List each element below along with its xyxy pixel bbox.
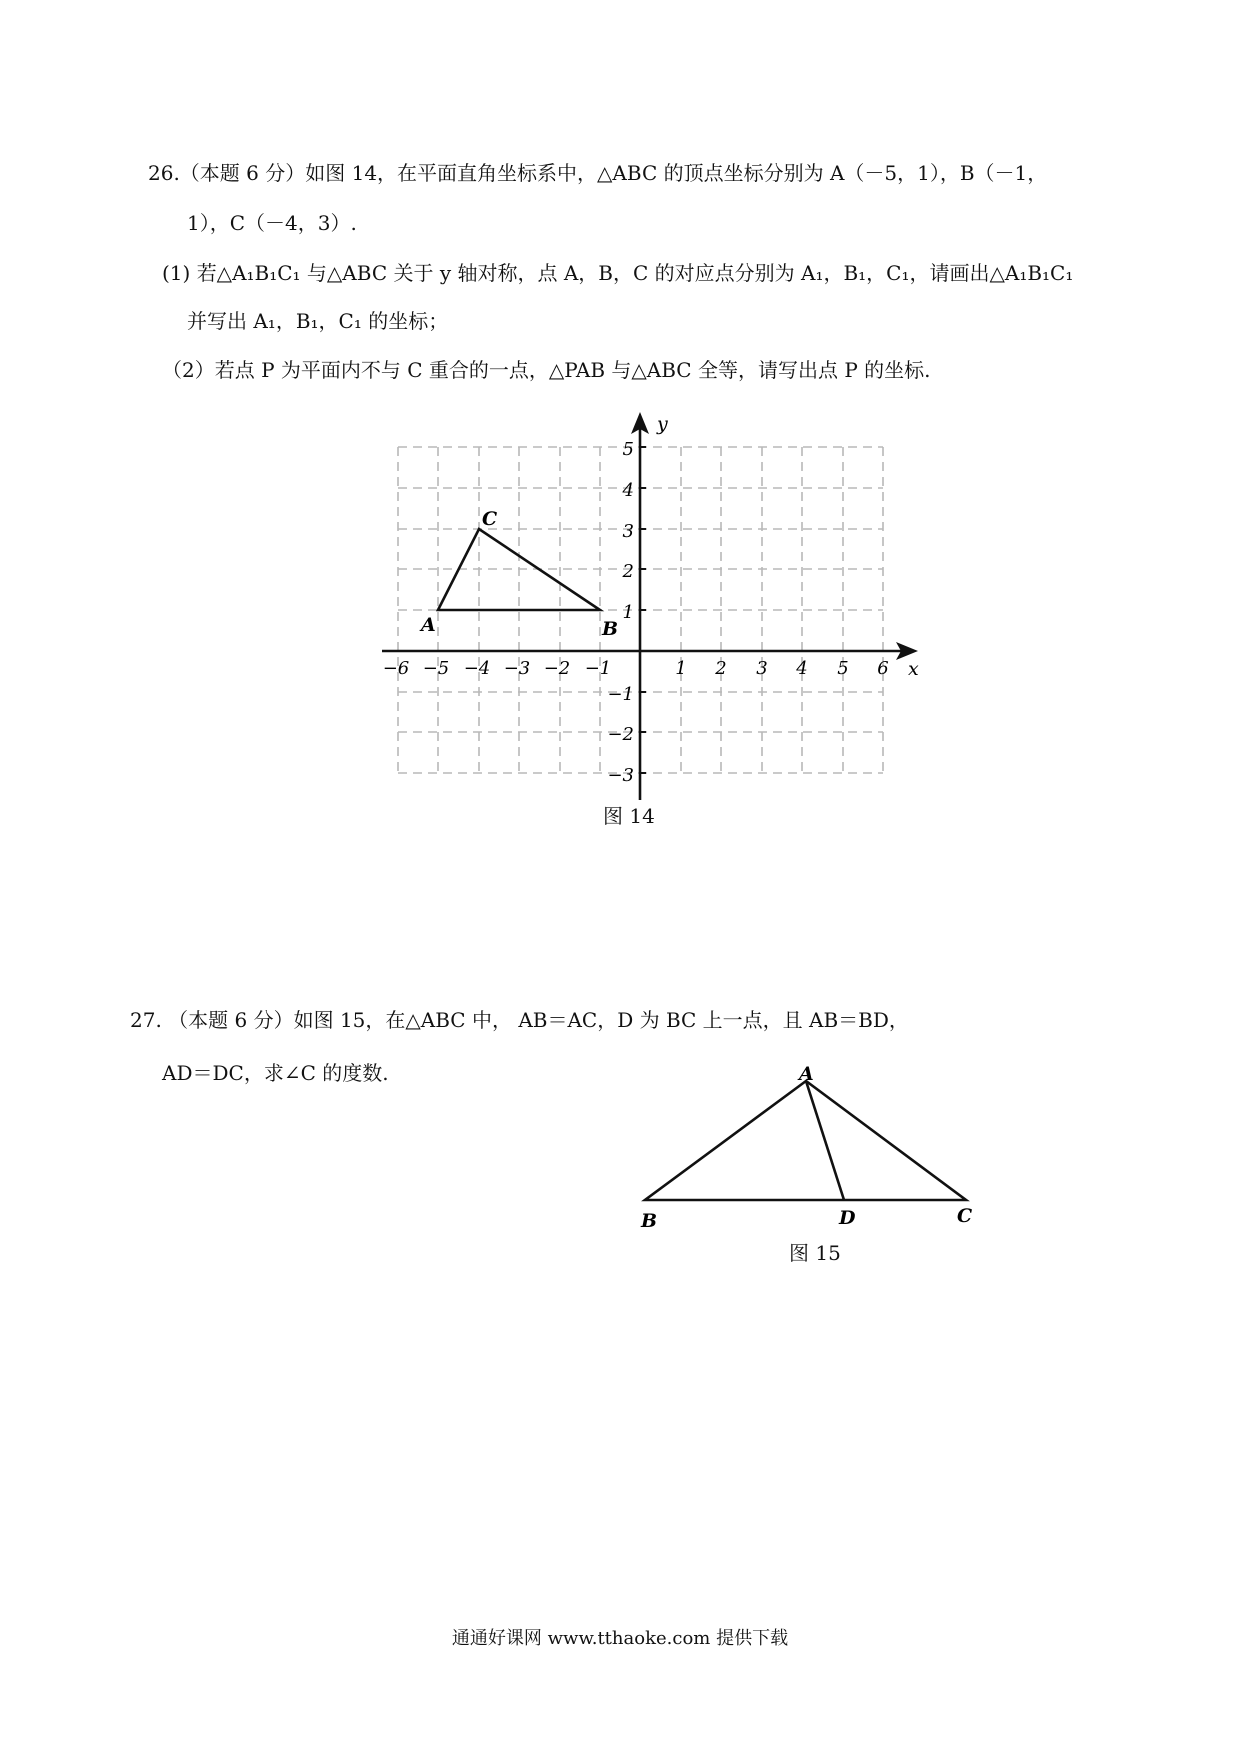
q26-part1-line2: 并写出 A₁，B₁，C₁ 的坐标； [187, 309, 449, 333]
point-label-d: D [839, 1207, 856, 1229]
x-tick-label: −4 [463, 658, 491, 679]
x-tick-label: −2 [543, 658, 571, 679]
footer-source: 通通好课网 www.tthaoke.com 提供下载 [451, 1628, 789, 1649]
y-tick-label: 3 [622, 521, 634, 542]
x-tick-label: 4 [796, 658, 808, 679]
y-tick-label: −2 [607, 724, 634, 745]
q27-statement-line1: 27. （本题 6 分）如图 15，在△ABC 中， AB＝AC，D 为 BC 上一点，且 AB＝BD， [130, 1008, 909, 1032]
x-tick-label: −3 [503, 658, 531, 679]
x-tick-label: 6 [877, 658, 889, 679]
q26-statement-line1: 26.（本题 6 分）如图 14，在平面直角坐标系中，△ABC 的顶点坐标分别为 A（－5，1），B（－1， [148, 161, 1048, 185]
x-tick-label: 2 [715, 658, 727, 679]
q27-statement-line2: AD＝DC，求∠C 的度数. [162, 1061, 389, 1085]
q26-statement-line2: 1），C（－4，3）. [187, 211, 357, 235]
point-label-c: C [957, 1205, 973, 1227]
x-tick-label: −1 [584, 658, 612, 679]
y-tick-label: 4 [622, 480, 634, 501]
x-tick-label: 5 [837, 658, 849, 679]
figure14-caption: 图 14 [603, 804, 655, 828]
y-tick-label: 1 [622, 602, 634, 623]
figure15-caption: 图 15 [789, 1241, 841, 1265]
point-label-c: C [482, 508, 498, 530]
x-tick-label: −5 [422, 658, 450, 679]
point-label-b: B [602, 618, 619, 640]
q26-part2: （2）若点 P 为平面内不与 C 重合的一点，△PAB 与△ABC 全等，请写出点 P 的坐标. [162, 358, 931, 382]
y-tick-label: 5 [622, 439, 634, 460]
figure15-triangle [600, 1050, 1000, 1240]
point-label-a: A [421, 614, 436, 636]
y-tick-label: 2 [622, 561, 634, 582]
y-tick-label: −3 [607, 765, 634, 786]
y-tick-label: −1 [607, 684, 634, 705]
point-label-b: B [641, 1210, 658, 1232]
x-axis-label: x [908, 658, 919, 680]
x-tick-label: 1 [675, 658, 687, 679]
x-tick-label: −6 [382, 658, 410, 679]
segment-ad [806, 1081, 844, 1200]
triangle-abc-outline [645, 1081, 966, 1200]
q26-part1-line1: (1) 若△A₁B₁C₁ 与△ABC 关于 y 轴对称，点 A，B，C 的对应点分别为 A₁，B₁，C₁，请画出△A₁B₁C₁ [162, 261, 1074, 285]
point-label-a: A [799, 1063, 814, 1085]
x-tick-label: 3 [756, 658, 768, 679]
y-axis-label: y [657, 413, 668, 435]
